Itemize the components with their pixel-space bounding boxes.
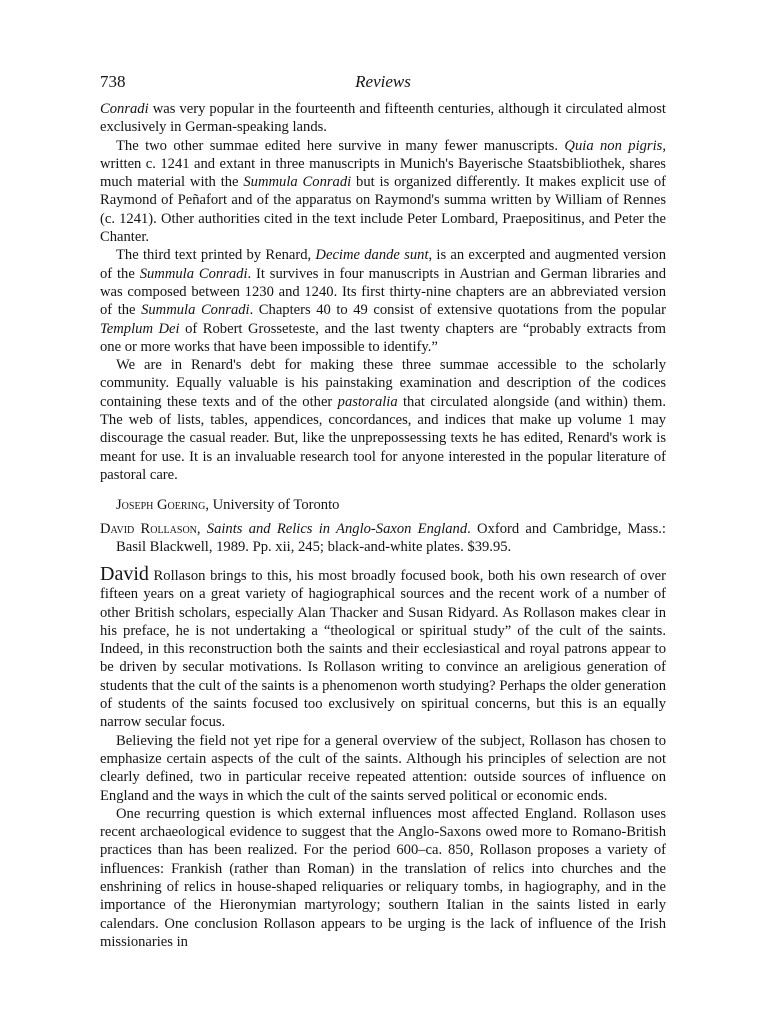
review-citation <box>100 520 666 557</box>
paragraph: Believing the field not yet ripe for a general overview of the subject, Rollason has chosen to emphasize certain aspects of the cult of the saints. Although his principles of selection are not clearly defined, two in particular receive repeated attention: outside sources of influence on England and the ways in which the cult of the saints served political or economic ends. <box>100 732 666 804</box>
paragraph: We are in Renard's debt for making these three summae accessible to the scholarly community. Equally valuable is his painstaking examination and description of the codices containing these texts and of the other pastoralia that circulated alongside (and within) them. The web of lists, tables, appendices, concordances, and indices that make up volume 1 may discourage the casual reader. But, like the unprepossessing texts he has edited, Renard's work is meant for use. It is an invaluable research tool for anyone interested in the popular literature of pastoral care. <box>100 357 667 483</box>
reviewer-signature <box>100 496 666 514</box>
book-citation: David Rollason, Saints and Relics in Anglo-Saxon England. Oxford and Cambridge, Mass.: Basil Blackwell, 1989. Pp. xii, 245; black-and-white plates. $39.95. <box>100 521 666 556</box>
book-author: David Rollason <box>100 521 197 537</box>
reviewer-affiliation: , University of Toronto <box>205 497 340 514</box>
book-details: . Oxford and Cambridge, Mass.: Basil Blackwell, 1989. Pp. xii, 245; black-and-white plates. $39.95. <box>116 521 666 556</box>
review2-body <box>100 565 666 951</box>
paragraph: David Rollason brings to this, his most broadly focused book, both his own research of over fifteen years on a great variety of hagiographical sources and the recent work of a number of other British scholars, especially Alan Thacker and Susan Ridyard. As Rollason makes clear in his preface, he is not undertaking a “theological or spiritual study” of the cult of the saints. Indeed, in this reconstruction both the saints and their ecclesiastical and royal patrons appear to be driven by secular motivations. Is Rollason writing to convince an areligious generation of students that the cult of the saints is a phenomenon worth studying? Perhaps the older generation of students of the saints focused too exclusively on spiritual concerns, but this is an equally narrow secular focus. <box>100 563 666 731</box>
page-number: 738 <box>100 72 126 91</box>
review-part1 <box>100 100 666 515</box>
reviewer-name: Joseph Goering <box>116 497 206 514</box>
book-title: Saints and Relics in Anglo-Saxon England <box>206 521 468 537</box>
paragraph: The third text printed by Renard, Decime dande sunt, is an excerpted and augmented version of the Summula Conradi. It survives in four manuscripts in Austrian and German libraries and was composed between 1230 and 1240. Its first thirty-nine chapters are an abbreviated version of the Summula Conradi. Chapters 40 to 49 consist of extensive quotations from the popular Templum Dei of Robert Grosseteste, and the last twenty chapters are “probably extracts from one or more works that have been impossible to identify.” <box>100 247 667 355</box>
page-header <box>100 72 666 94</box>
paragraph-continued: Conradi was very popular in the fourteenth and fifteenth centuries, although it circulated almost exclusively in German-speaking lands. <box>100 101 666 136</box>
paragraph: One recurring question is which external influences most affected England. Rollason uses recent archaeological evidence to suggest that the Anglo-Saxons owed more to Romano-British practices than has been realized. For the period 600–ca. 850, Rollason proposes a variety of influences: Frankish (rather than Roman) in the translation of relics into churches and the enshrining of relics in house-shaped reliquaries or reliquary tombs, in hagiography, and in the importance of the Hieronymian martyrology; southern Italian in the saints listed in early calendars. One conclusion Rollason appears to be urging is the lack of influence of the Irish missionaries in <box>100 805 666 950</box>
paragraph: The two other summae edited here survive in many fewer manuscripts. Quia non pigris, written c. 1241 and extant in three manuscripts in Munich's Bayerische Staatsbibliothek, shares much material with the Summula Conradi but is organized differently. It makes explicit use of Raymond of Peñafort and of the apparatus on Raymond's summa written by William of Rennes (c. 1241). Other authorities cited in the text include Peter Lombard, Praepositinus, and Peter the Chanter. <box>100 137 667 246</box>
running-title: Reviews <box>355 72 411 91</box>
